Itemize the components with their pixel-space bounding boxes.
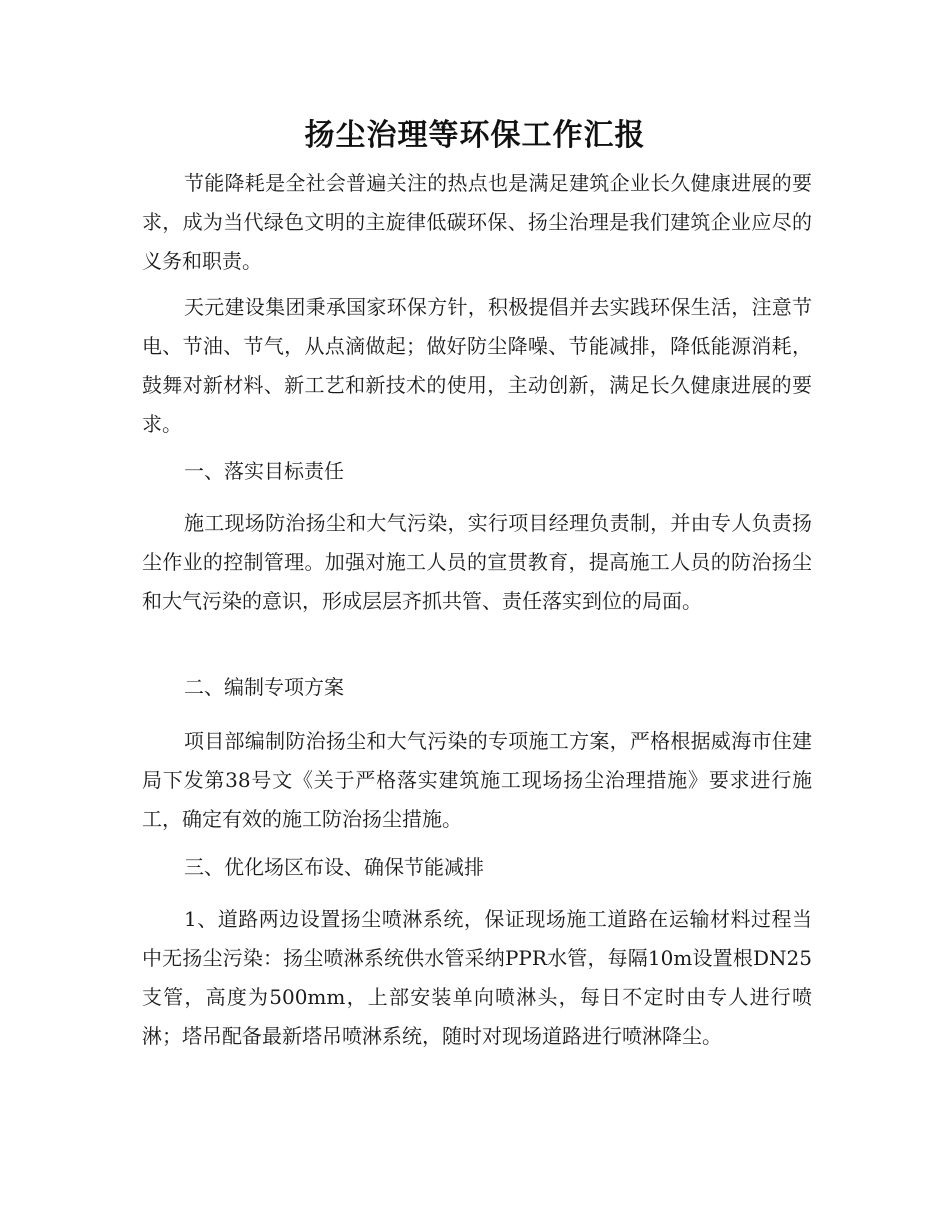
paragraph-intro: 节能降耗是全社会普遍关注的热点也是满足建筑企业长久健康进展的要求，成为当代绿色文明的主旋律低碳环保、扬尘治理是我们建筑企业应尽的义务和职责。 xyxy=(142,171,812,273)
document-title: 扬尘治理等环保工作汇报 xyxy=(304,118,646,153)
section-heading-2: 二、编制专项方案 xyxy=(184,675,344,699)
section-heading-3: 三、优化场区布设、确保节能减排 xyxy=(184,855,484,879)
paragraph-section-3-item-1: 1、道路两边设置扬尘喷淋系统，保证现场施工道路在运输材料过程当中无扬尘污染：扬尘喷淋系统供水管采纳PPR水管，每隔10m设置根DN25支管，高度为500mm，上部安装单向喷淋头，每日不定时由专人进行喷淋；塔吊配备最新塔吊喷淋系统，随时对现场道路进行喷淋降尘。 xyxy=(142,907,812,1048)
paragraph-section-1: 施工现场防治扬尘和大气污染，实行项目经理负责制，并由专人负责扬尘作业的控制管理。加强对施工人员的宣贯教育，提高施工人员的防治扬尘和大气污染的意识，形成层层齐抓共管、责任落实到位的局面。 xyxy=(142,511,812,613)
section-heading-1: 一、落实目标责任 xyxy=(184,459,344,483)
paragraph-company-policy: 天元建设集团秉承国家环保方针，积极提倡并去实践环保生活，注意节电、节油、节气，从点滴做起；做好防尘降噪、节能减排，降低能源消耗，鼓舞对新材料、新工艺和新技术的使用，主动创新，满足长久健康进展的要求。 xyxy=(142,295,812,436)
paragraph-section-2: 项目部编制防治扬尘和大气污染的专项施工方案，严格根据威海市住建局下发第38号文《关于严格落实建筑施工现场扬尘治理措施》要求进行施工，确定有效的施工防治扬尘措施。 xyxy=(142,729,812,831)
